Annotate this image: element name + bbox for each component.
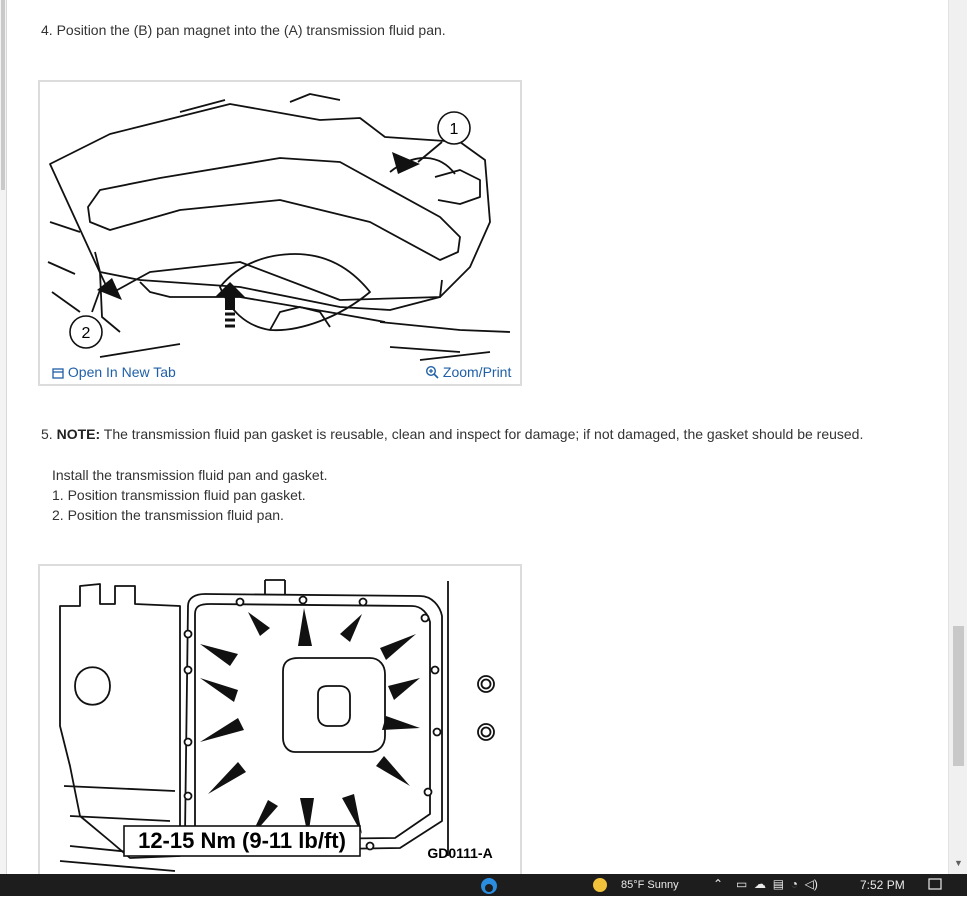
windows-taskbar [0,874,967,896]
volume-icon: ◁) [804,877,818,891]
figure-code: GD0111-A [427,845,493,861]
weather-text[interactable]: 85°F Sunny [621,879,679,891]
battery-icon: ▭ [736,877,748,891]
vertical-scrollbar[interactable] [948,0,967,874]
install-instruction: Install the transmission fluid pan and gasket. [52,467,328,483]
step-5-number: 5. [41,426,53,442]
system-tray-icons[interactable] [736,877,818,891]
scrollbar-thumb[interactable] [953,626,964,766]
note-label: NOTE: [56,426,101,442]
notification-icon[interactable] [928,877,942,894]
pan-magnet-illustration [40,82,524,388]
edge-browser-icon[interactable] [480,877,498,898]
figure-pan-magnet [38,80,522,386]
figure-pan-gasket-torque [38,564,522,874]
zoom-print-link[interactable] [425,364,511,380]
zoom-icon [425,365,439,379]
wifi-icon: ◔ [790,877,798,891]
sun-icon [592,877,608,896]
pan-bolt-pattern-illustration [40,566,524,874]
network-icon: ▤ [772,877,785,891]
chevron-up-icon[interactable]: ⌃ [713,877,724,891]
cloud-icon: ☁ [754,877,767,891]
scroll-down-arrow-icon[interactable]: ▼ [954,858,963,868]
callout-1: 1 [449,121,459,138]
note-text: The transmission fluid pan gasket is reusable, clean and inspect for damage; if not damaged, the gasket should be reused. [103,426,864,442]
substep-1: 1. Position transmission fluid pan gasket. [52,487,306,503]
step-4-text: 4. Position the (B) pan magnet into the (A) transmission fluid pan. [41,22,446,38]
step-5-note [41,424,863,444]
substep-2: 2. Position the transmission fluid pan. [52,507,284,523]
open-new-tab-link[interactable] [52,364,176,380]
open-new-tab-icon [52,367,64,379]
callout-2: 2 [81,325,91,342]
open-new-tab-label: Open In New Tab [67,364,176,380]
torque-arrows [200,608,420,838]
zoom-print-label: Zoom/Print [442,364,512,380]
clock-time[interactable]: 7:52 PM [860,878,905,892]
torque-spec: 12-15 Nm (9-11 lb/ft) [138,828,346,853]
